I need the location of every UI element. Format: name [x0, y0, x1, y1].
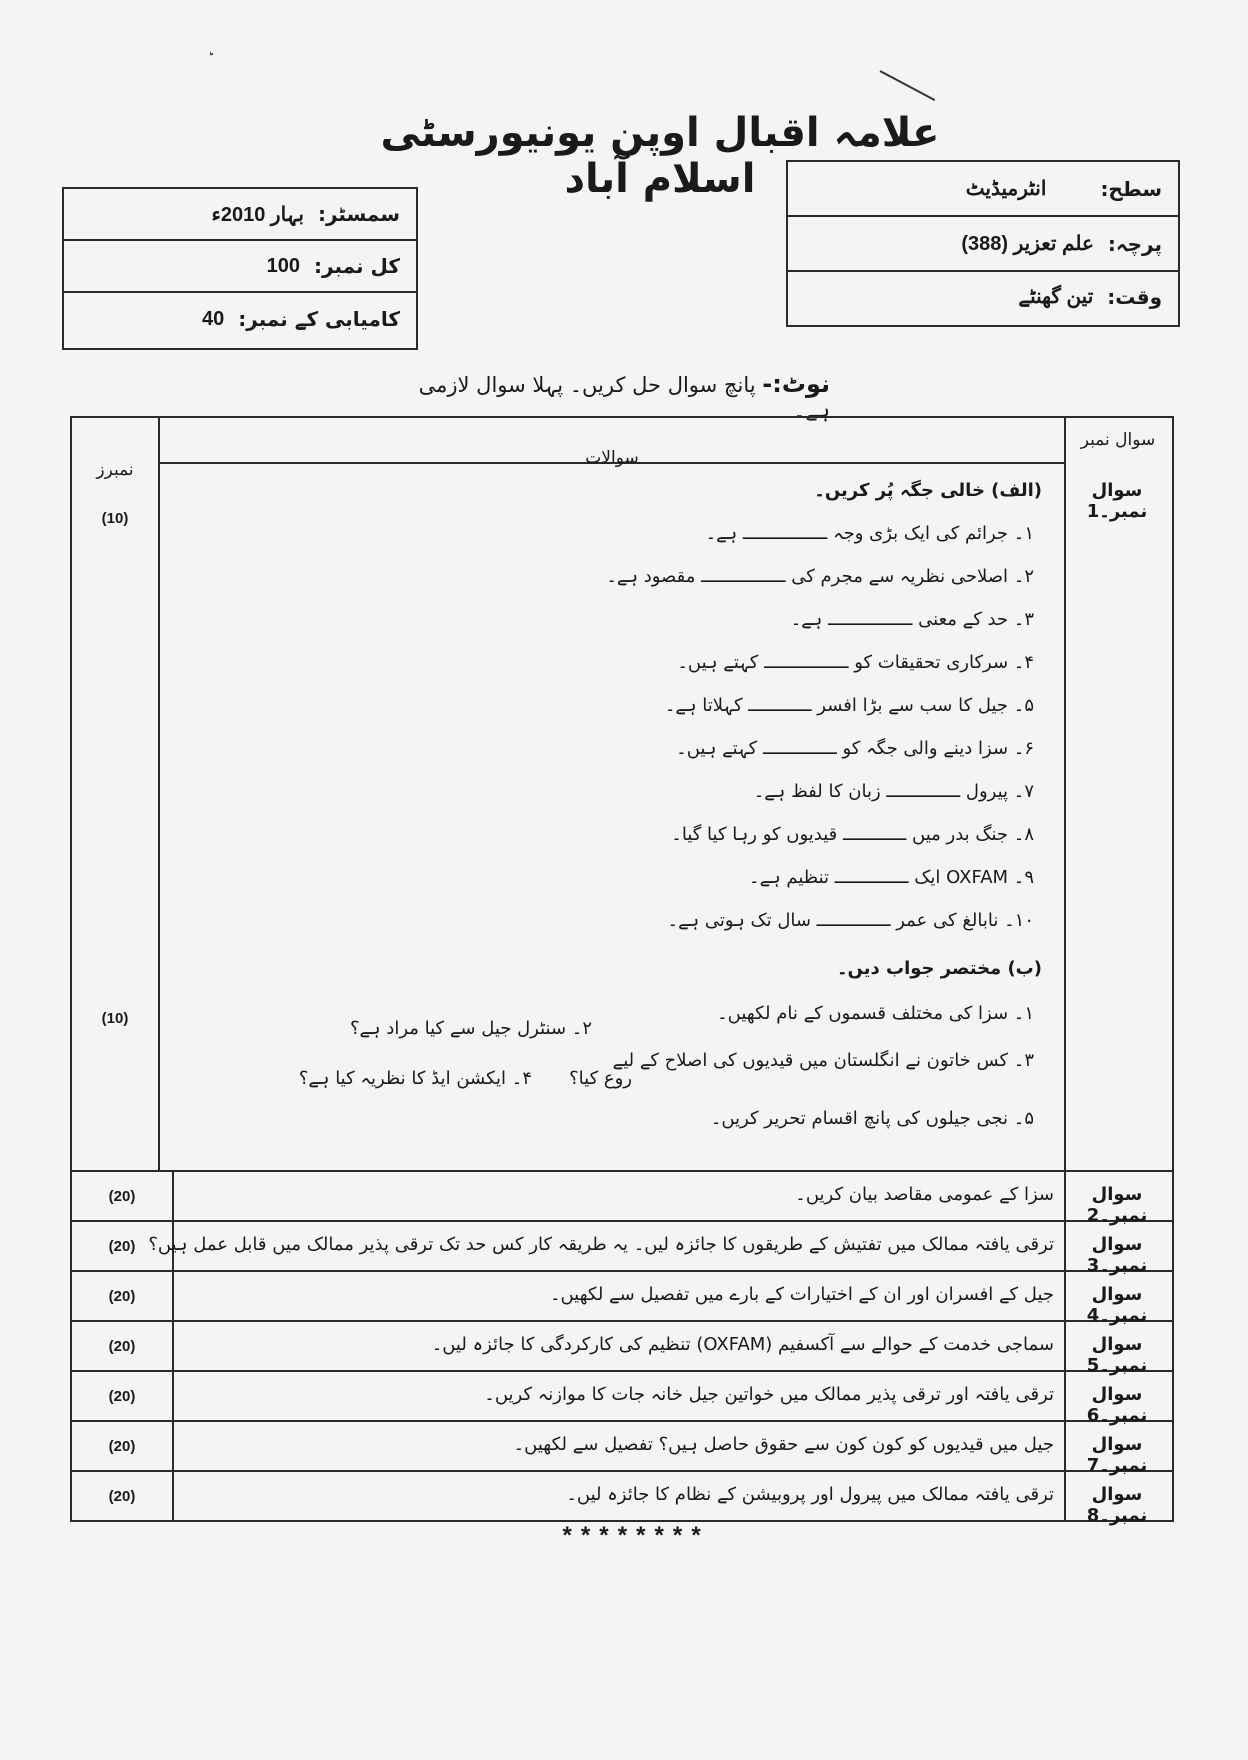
- time-row: [788, 272, 1178, 321]
- paper-value: علم تعزیر (388): [961, 233, 1094, 255]
- row-divider-q5: [72, 1370, 1172, 1372]
- blank-item-10: ۱۰۔ نابالغ کی عمر ــــــــــــــ سال تک ہوتی ہے۔: [667, 910, 1034, 931]
- pen-stroke: [880, 70, 936, 101]
- q8-marks: (20): [108, 1488, 136, 1505]
- marks-column-divider-lower: [172, 1170, 174, 1520]
- q4-marks: (20): [108, 1288, 136, 1305]
- marks-column-divider-upper: [158, 418, 160, 1170]
- header-questions: سوالات: [585, 448, 639, 468]
- q4-text: جیل کے افسران اور ان کے اختیارات کے بارے میں تفصیل سے لکھیں۔: [549, 1284, 1054, 1305]
- q1-part-a-marks: (10): [101, 510, 129, 527]
- pass-marks-label: کامیابی کے نمبر:: [238, 307, 400, 331]
- q6-marks: (20): [108, 1388, 136, 1405]
- level-row: [788, 162, 1178, 217]
- q3-marks: (20): [108, 1238, 136, 1255]
- total-marks-label: کل نمبر:: [314, 254, 400, 278]
- instructions-note: [410, 370, 830, 422]
- end-of-paper-stars: ********: [560, 1525, 708, 1552]
- note-text: پانچ سوال حل کریں۔ پہلا سوال لازمی ہے۔: [418, 373, 830, 422]
- short-item-3: ۳۔ کس خاتون نے انگلستان میں قیدیوں کی اصلاح کے لیے: [612, 1050, 1034, 1071]
- q1-number: سوال نمبر۔1: [1086, 480, 1148, 522]
- note-label: نوٹ:-: [762, 370, 830, 398]
- q5-number: سوال نمبر۔5: [1086, 1334, 1148, 1376]
- row-divider-q6: [72, 1420, 1172, 1422]
- q3-text: ترقی یافتہ ممالک میں تفتیش کے طریقوں کا جائزہ لیں۔ یہ طریقہ کار کس حد تک ترقی پذیر ممالک میں قابل عمل ہیں؟: [148, 1234, 1054, 1255]
- paper-label: پرچہ:: [1107, 231, 1162, 256]
- short-item-1: ۱۔ سزا کی مختلف قسموں کے نام لکھیں۔: [717, 1003, 1034, 1024]
- time-value: تین گھنٹے: [1018, 286, 1094, 308]
- q5-marks: (20): [108, 1338, 136, 1355]
- pass-marks-row: [64, 293, 416, 345]
- blank-item-7: ۷۔ پیرول ــــــــــــــ زبان کا لفظ ہے۔: [753, 781, 1034, 802]
- q1-part-b-heading: (ب) مختصر جواب دیں۔: [837, 958, 1042, 979]
- blank-item-8: ۸۔ جنگ بدر میں ــــــــــــ قیدیوں کو رہا کیا گیا۔: [671, 824, 1034, 845]
- total-marks-row: [64, 241, 416, 293]
- exam-info-left: [62, 187, 418, 350]
- short-item-3-cont: روع کیا؟: [569, 1068, 632, 1089]
- university-title: علامہ اقبال اوپن یونیورسٹی اسلام آباد: [380, 110, 940, 202]
- header-marks: نمبرز: [96, 460, 134, 480]
- q2-text: سزا کے عمومی مقاصد بیان کریں۔: [795, 1184, 1054, 1205]
- q2-marks: (20): [108, 1188, 136, 1205]
- q8-text: ترقی یافتہ ممالک میں پیرول اور پروبیشن کے نظام کا جائزہ لیں۔: [566, 1484, 1054, 1505]
- semester-label: سمسٹر:: [317, 202, 400, 226]
- blank-item-3: ۳۔ حد کے معنی ــــــــــــــــ ہے۔: [790, 609, 1034, 630]
- semester-value: بہار 2010ء: [211, 203, 304, 226]
- exam-info-right: [786, 160, 1180, 327]
- q7-marks: (20): [108, 1438, 136, 1455]
- q1-part-b-marks: (10): [101, 1010, 129, 1027]
- pass-marks-value: 40: [202, 307, 225, 330]
- header-question-number: سوال نمبر: [1080, 430, 1156, 450]
- row-divider-q4: [72, 1320, 1172, 1322]
- blank-item-5: ۵۔ جیل کا سب سے بڑا افسر ــــــــــــ کہلاتا ہے۔: [664, 695, 1034, 716]
- total-marks-value: 100: [266, 254, 301, 277]
- row-divider-q7: [72, 1470, 1172, 1472]
- q2-number: سوال نمبر۔2: [1086, 1184, 1148, 1226]
- blank-item-9: ۹۔ OXFAM ایک ــــــــــــــ تنظیم ہے۔: [749, 867, 1034, 888]
- blank-item-6: ۶۔ سزا دینے والی جگہ کو ــــــــــــــ کہتے ہیں۔: [676, 738, 1034, 759]
- q7-text: جیل میں قیدیوں کو کون کون سے حقوق حاصل ہیں؟ تفصیل سے لکھیں۔: [513, 1434, 1054, 1455]
- q6-text: ترقی یافتہ اور ترقی پذیر ممالک میں خواتین جیل خانہ جات کا موازنہ کریں۔: [484, 1384, 1054, 1405]
- q4-number: سوال نمبر۔4: [1086, 1284, 1148, 1326]
- q5-text: سماجی خدمت کے حوالے سے آکسفیم (OXFAM) تنظیم کی کارکردگی کا جائزہ لیں۔: [431, 1334, 1054, 1355]
- blank-item-4: ۴۔ سرکاری تحقیقات کو ــــــــــــــــ کہتے ہیں۔: [677, 652, 1034, 673]
- q8-number: سوال نمبر۔8: [1086, 1484, 1148, 1526]
- short-item-2: ۲۔ سنٹرل جیل سے کیا مراد ہے؟: [349, 1018, 592, 1039]
- row-divider-q2: [72, 1220, 1172, 1222]
- short-item-5: ۵۔ نجی جیلوں کی پانچ اقسام تحریر کریں۔: [710, 1108, 1034, 1129]
- short-item-4: ۴۔ ایکشن ایڈ کا نظریہ کیا ہے؟: [298, 1068, 532, 1089]
- paper-row: [788, 217, 1178, 272]
- q6-number: سوال نمبر۔6: [1086, 1384, 1148, 1426]
- q3-number: سوال نمبر۔3: [1086, 1234, 1148, 1276]
- q7-number: سوال نمبر۔7: [1086, 1434, 1148, 1476]
- semester-row: [64, 189, 416, 241]
- questions-table: [70, 416, 1174, 1526]
- blank-item-2: ۲۔ اصلاحی نظریہ سے مجرم کی ــــــــــــــــ مقصود ہے۔: [606, 566, 1034, 587]
- q1-part-a-heading: (الف) خالی جگہ پُر کریں۔: [814, 480, 1042, 501]
- blank-item-1: ۱۔ جرائم کی ایک بڑی وجہ ــــــــــــــــ ہے۔: [705, 523, 1034, 544]
- row-divider-q3: [72, 1270, 1172, 1272]
- time-label: وقت:: [1107, 284, 1162, 309]
- row-divider-q1: [72, 1170, 1172, 1172]
- level-label: سطح:: [1100, 176, 1162, 201]
- level-value: انٹرمیڈیٹ: [965, 178, 1047, 200]
